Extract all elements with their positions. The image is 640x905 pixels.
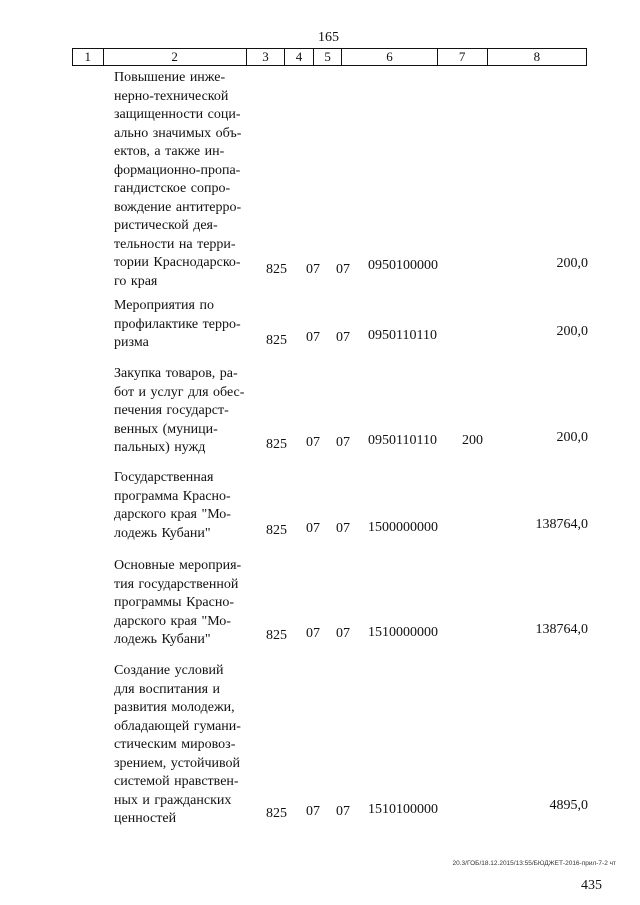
row-csr: 1510100000	[368, 802, 438, 817]
column-header-4: 4	[285, 49, 314, 66]
column-header-3: 3	[246, 49, 284, 66]
row-description: Мероприятия по профилактике терро- ризма	[114, 298, 241, 350]
row-csr: 1510000000	[368, 625, 438, 640]
row-pr: 07	[336, 521, 350, 536]
column-header-7: 7	[437, 49, 487, 66]
row-amount: 200,0	[556, 256, 588, 271]
row-rz: 07	[306, 521, 320, 536]
page-number-top: 165	[318, 30, 339, 45]
row-csr: 0950100000	[368, 258, 438, 273]
row-rz: 07	[306, 626, 320, 641]
row-amount: 138764,0	[535, 622, 588, 637]
row-ved: 825	[266, 437, 287, 452]
row-pr: 07	[336, 626, 350, 641]
row-description: Государственная программа Красно- дарского края "Мо- лодежь Кубани"	[114, 470, 231, 541]
row-pr: 07	[336, 435, 350, 450]
page-number-bottom: 435	[581, 878, 602, 893]
row-amount: 138764,0	[535, 517, 588, 532]
row-amount: 200,0	[556, 430, 588, 445]
row-ved: 825	[266, 628, 287, 643]
row-ved: 825	[266, 333, 287, 348]
row-rz: 07	[306, 330, 320, 345]
row-pr: 07	[336, 262, 350, 277]
column-header-6: 6	[342, 49, 437, 66]
footer-document-stamp: 20.3/ГОБ/18.12.2015/13:55/БЮДЖЕТ-2016-прил-7-2 чт	[452, 860, 616, 867]
row-rz: 07	[306, 435, 320, 450]
row-rz: 07	[306, 804, 320, 819]
row-description: Закупка товаров, ра- бот и услуг для обес- печения государст- венных (муници- пальных) нужд	[114, 366, 245, 455]
row-amount: 200,0	[556, 324, 588, 339]
column-header-5: 5	[313, 49, 342, 66]
row-description: Основные мероприя- тия государственной программы Красно- дарского края "Мо- лодежь Кубани"	[114, 558, 242, 647]
row-description: Создание условий для воспитания и развития молодежи, обладающей гумани- стическим мировоз- зрением, устойчивой системой нравствен- ных и гражданских ценностей	[114, 663, 241, 826]
row-csr: 0950110110	[368, 328, 437, 343]
row-pr: 07	[336, 330, 350, 345]
row-ved: 825	[266, 523, 287, 538]
row-pr: 07	[336, 804, 350, 819]
row-ved: 825	[266, 262, 287, 277]
row-vr: 200	[462, 433, 483, 448]
column-header-8: 8	[487, 49, 586, 66]
row-ved: 825	[266, 806, 287, 821]
row-description: Повышение инже- нерно-технической защищенности соци- ально значимых объ- ектов, а также ин- формационно-пропа- гандистское сопро- вождение антитерро- ристической дея- тельности на терри- тории Краснодарско- го края	[114, 70, 242, 289]
row-csr: 0950110110	[368, 433, 437, 448]
column-header-1: 1	[73, 49, 104, 66]
row-amount: 4895,0	[549, 798, 588, 813]
row-rz: 07	[306, 262, 320, 277]
column-header-2: 2	[103, 49, 246, 66]
row-csr: 1500000000	[368, 520, 438, 535]
